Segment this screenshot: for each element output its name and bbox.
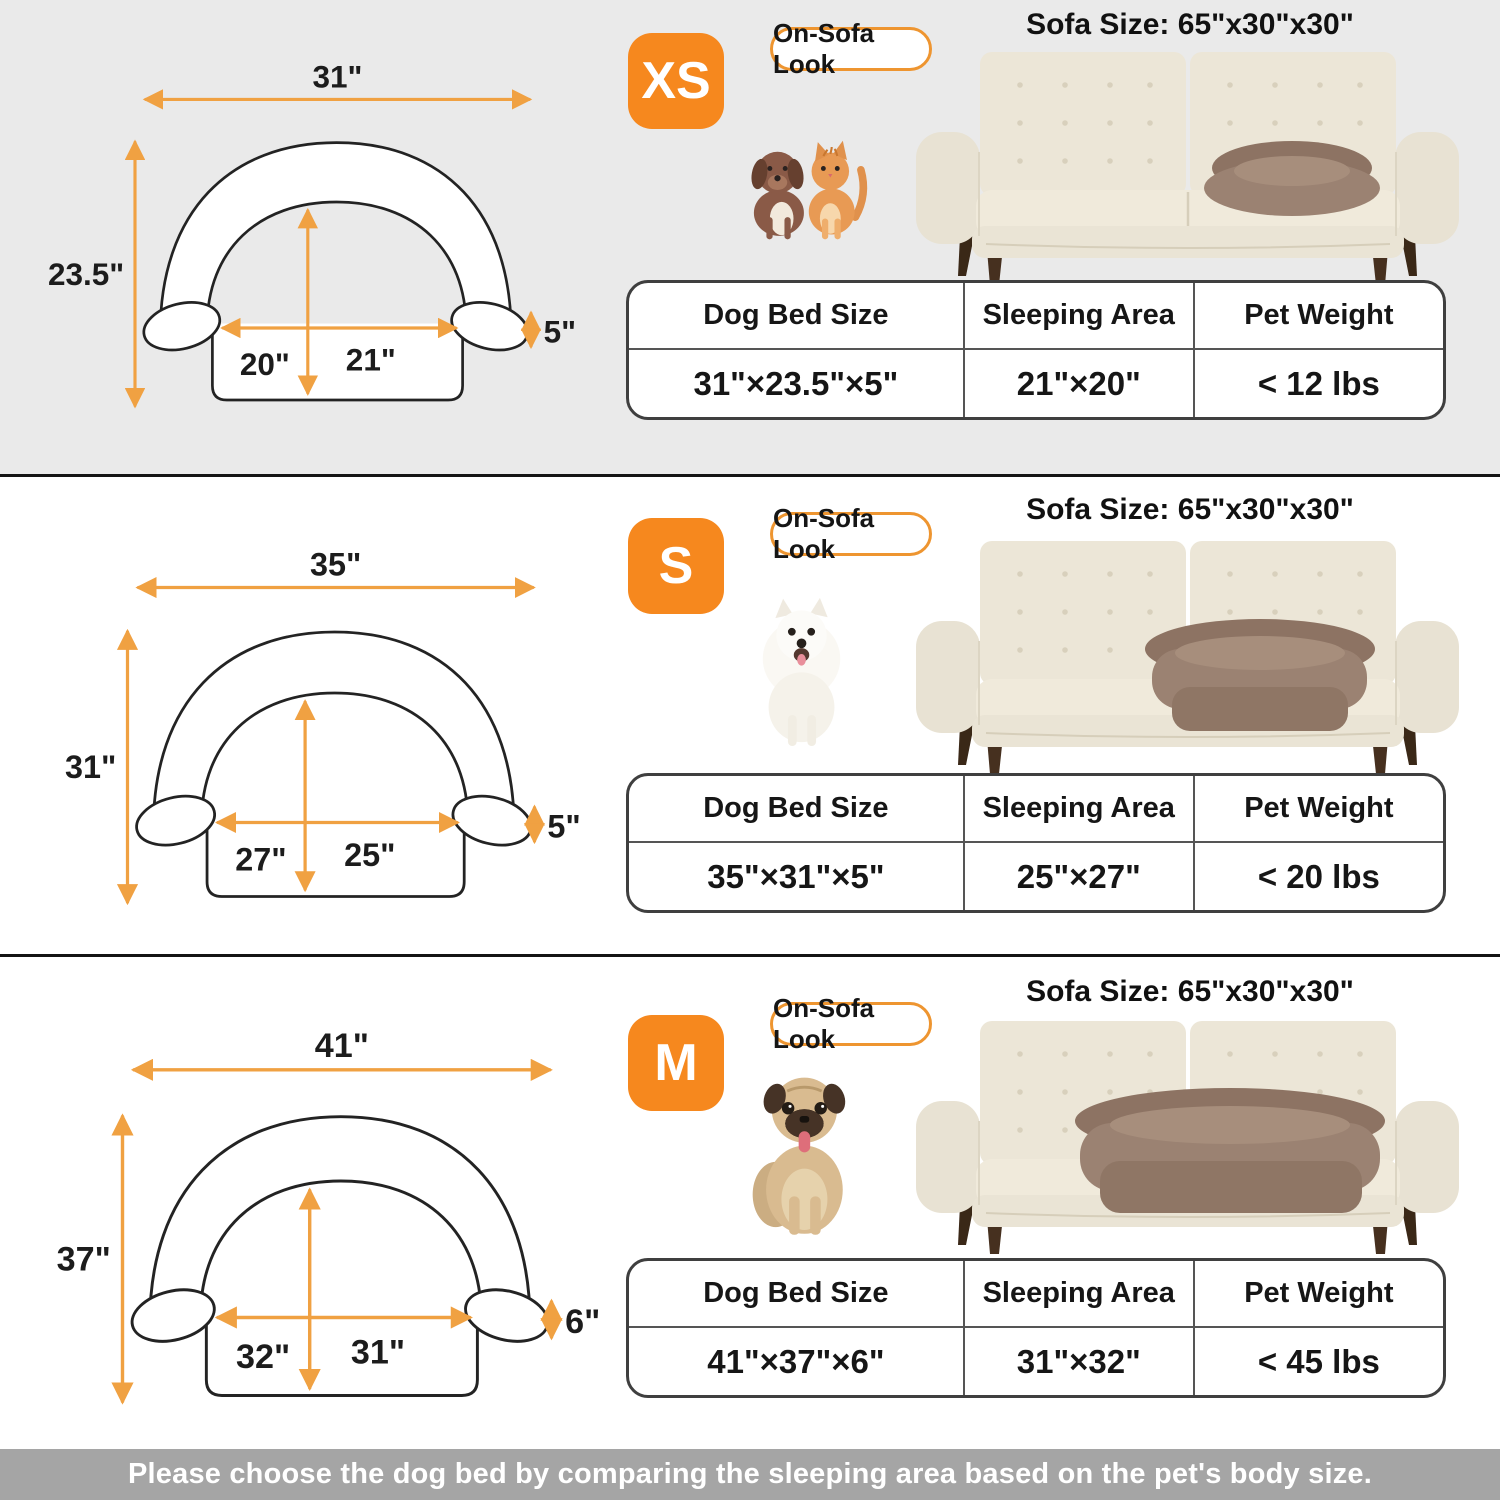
puppy-icon <box>749 152 805 240</box>
section-s <box>0 477 1500 957</box>
kitten-icon <box>809 141 864 240</box>
dog-bed-m <box>1075 1088 1385 1213</box>
dim-bolster-height: 6" <box>565 1303 601 1342</box>
table-header-sleeping-area: Sleeping Area <box>963 776 1195 843</box>
table-header-pet-weight: Pet Weight <box>1195 1261 1443 1328</box>
dim-bolster-height: 5" <box>547 808 581 845</box>
size-badge-xs: XS <box>628 33 724 129</box>
sofa-size-label: Sofa Size: 65"x30"x30" <box>1026 8 1354 41</box>
dog-bed-s <box>1145 619 1375 731</box>
dim-height: 31" <box>65 749 117 786</box>
dim-width: 35" <box>309 546 362 583</box>
table-value-pet-weight: < 12 lbs <box>1257 364 1380 402</box>
table-header-bed-size: Dog Bed Size <box>629 1261 963 1328</box>
on-sofa-look-pill: On-Sofa Look <box>770 1002 932 1046</box>
table-header-pet-weight: Pet Weight <box>1195 776 1443 843</box>
sofa-size-label: Sofa Size: 65"x30"x30" <box>1026 975 1354 1008</box>
dim-height: 37" <box>56 1240 111 1279</box>
section-m <box>0 957 1500 1449</box>
sofa-with-bed-illustration <box>900 529 1475 779</box>
pet-illustration-pug <box>745 1059 860 1239</box>
dim-sleep-width: 21" <box>345 341 396 378</box>
pets-illustration-puppy-kitten <box>740 128 872 243</box>
table-header-sleeping-area: Sleeping Area <box>963 283 1195 350</box>
sofa-with-bed-illustration <box>900 40 1475 290</box>
dim-sleep-depth: 32" <box>236 1338 291 1377</box>
dim-width: 31" <box>312 58 363 95</box>
table-value-sleeping-area: 21"×20" <box>963 350 1195 417</box>
size-table-m <box>626 1258 1446 1398</box>
bed-dimension-diagram <box>25 1025 610 1415</box>
table-header-sleeping-area: Sleeping Area <box>963 1261 1195 1328</box>
table-value-bed-size: 35"×31"×5" <box>707 857 885 895</box>
dog-bed-xs <box>1204 141 1380 216</box>
bed-dimension-diagram <box>45 58 585 418</box>
section-xs <box>0 0 1500 477</box>
dim-bolster-height: 5" <box>543 313 577 350</box>
size-badge-m: M <box>628 1015 724 1111</box>
table-value-pet-weight: < 20 lbs <box>1257 857 1380 895</box>
pomeranian-icon <box>763 598 840 746</box>
pet-illustration-pomeranian <box>756 589 848 749</box>
table-header-bed-size: Dog Bed Size <box>629 776 963 843</box>
dim-sleep-depth: 27" <box>235 841 287 878</box>
bottom-note-banner <box>0 1449 1500 1500</box>
bottom-note-text: Please choose the dog bed by comparing the sleeping area based on the pet's body size. <box>127 1458 1372 1490</box>
table-header-pet-weight: Pet Weight <box>1195 283 1443 350</box>
sofa-with-bed-illustration <box>900 1009 1475 1259</box>
bed-dimension-diagram <box>35 545 590 915</box>
dim-width: 41" <box>314 1027 369 1066</box>
dim-sleep-width: 31" <box>350 1333 406 1372</box>
dim-sleep-width: 25" <box>344 836 396 873</box>
size-badge-s: S <box>628 518 724 614</box>
pug-icon <box>753 1078 849 1235</box>
on-sofa-look-pill: On-Sofa Look <box>770 27 932 71</box>
table-value-sleeping-area: 25"×27" <box>963 843 1195 910</box>
table-value-bed-size: 31"×23.5"×5" <box>693 364 899 402</box>
dim-sleep-depth: 20" <box>239 345 290 382</box>
sofa-size-label: Sofa Size: 65"x30"x30" <box>1026 493 1354 526</box>
table-value-bed-size: 41"×37"×6" <box>707 1342 885 1380</box>
table-header-bed-size: Dog Bed Size <box>629 283 963 350</box>
size-table-s <box>626 773 1446 913</box>
on-sofa-look-pill: On-Sofa Look <box>770 512 932 556</box>
table-value-sleeping-area: 31"×32" <box>963 1328 1195 1395</box>
dim-height: 23.5" <box>47 255 125 292</box>
table-value-pet-weight: < 45 lbs <box>1257 1342 1380 1380</box>
size-table-xs <box>626 280 1446 420</box>
